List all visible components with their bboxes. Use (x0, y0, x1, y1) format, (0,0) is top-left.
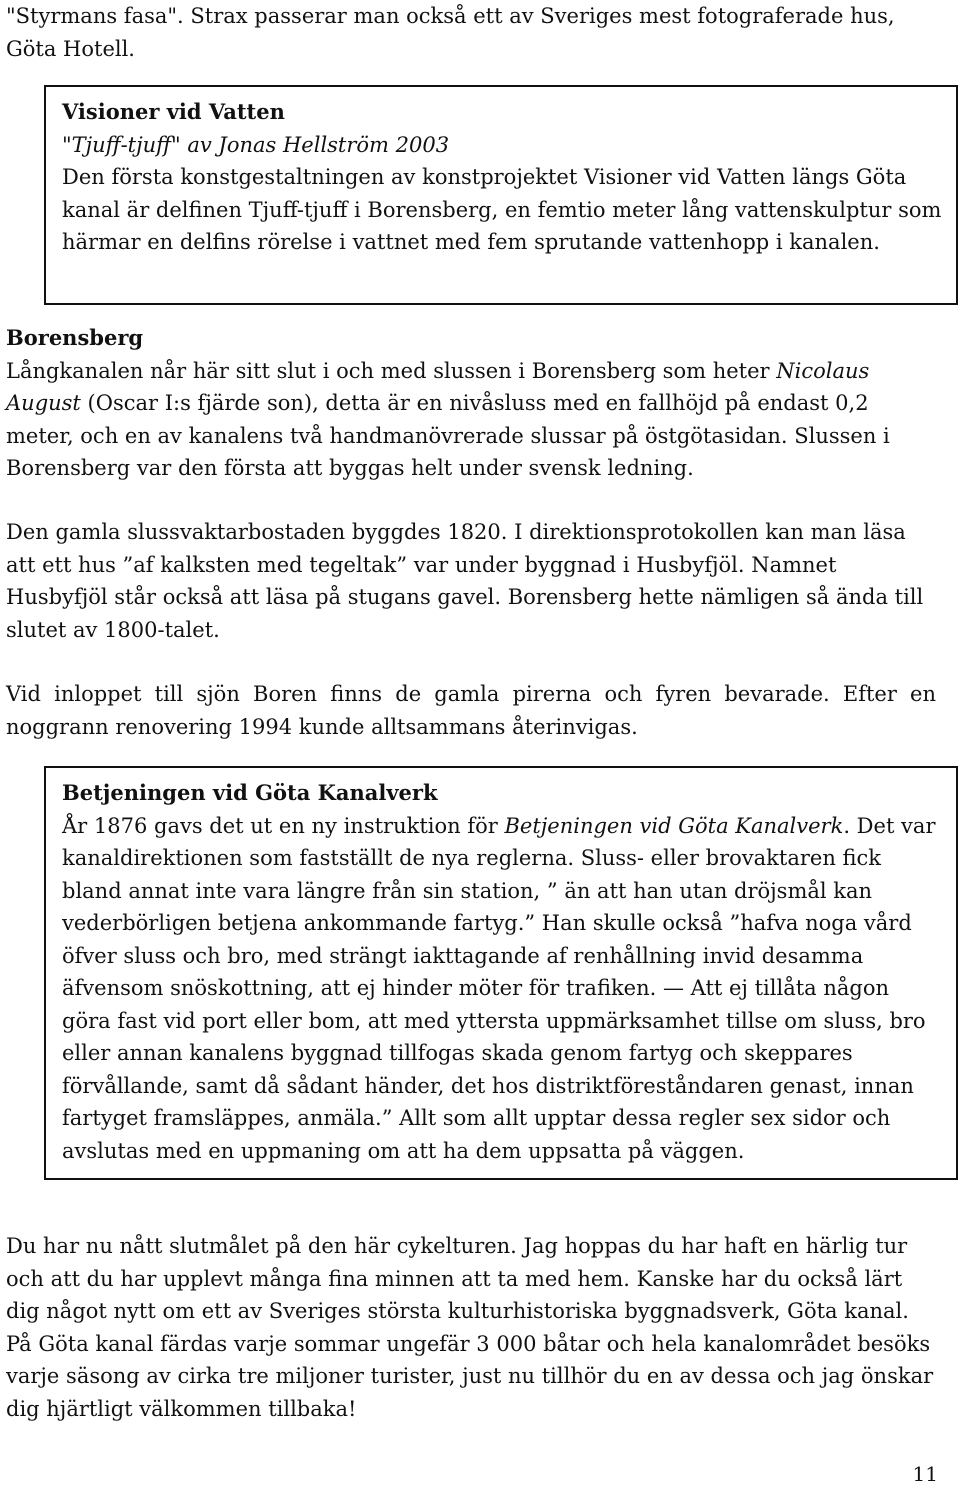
visioner-title: Visioner vid Vatten (62, 99, 285, 124)
borensberg-p1-b: (Oscar I:s fjärde son), detta är en nivåsluss med en fallhöjd på endast 0,2 meter, och en av kanalens två handmanövrerade slussar på östgötasidan. Slussen i Borensberg var den första att byggas helt under svensk ledning. (6, 391, 890, 480)
intro-line-2: Göta Hotell. (6, 36, 135, 61)
visioner-body: Den första konstgestaltningen av konstprojektet Visioner vid Vatten längs Göta kanal är delfinen Tjuff-tjuff i Borensberg, en femtio meter lång vattenskulptur som härmar en delfins rörelse i vattnet med fem sprutande vattenhopp i kanalen. (62, 165, 942, 254)
betjeningen-body-italic: Betjeningen vid Göta Kanalverk (504, 813, 844, 838)
borensberg-paragraph-2: Den gamla slussvaktarbostaden byggdes 1820. I direktionsprotokollen kan man läsa att ett hus ”af kalksten med tegeltak” var under byggnad i Husbyfjöl. Namnet Husbyfjöl står också att läsa på stugans gavel. Borensberg hette nämligen så ända till slutet av 1800-talet. (6, 520, 924, 642)
borensberg-paragraph-3: Vid inloppet till sjön Boren finns de gamla pirerna och fyren bevarade. Efter en noggrann renovering 1994 kunde alltsammans återinvigas. (6, 682, 936, 739)
visioner-box (44, 85, 958, 305)
borensberg-p1-a: Långkanalen når här sitt slut i och med slussen i Borensberg som heter (6, 358, 777, 383)
page-number: 11 (912, 1462, 938, 1486)
borensberg-heading: Borensberg (6, 325, 144, 350)
betjeningen-content (62, 777, 944, 1167)
betjeningen-box (44, 766, 958, 1180)
closing-paragraph: Du har nu nått slutmålet på den här cykelturen. Jag hoppas du har haft en härlig tur och att du har upplevt många fina minnen att ta med hem. Kanske har du också lärt dig något nytt om ett av Sveriges största kulturhistoriska byggnadsverk, Göta kanal. På Göta kanal färdas varje sommar ungefär 3 000 båtar och hela kanalområdet besöks varje säsong av cirka tre miljoner turister, just nu tillhör du en av dessa och jag önskar dig hjärtligt välkommen tillbaka! (6, 1234, 934, 1421)
betjeningen-title: Betjeningen vid Göta Kanalverk (62, 780, 438, 805)
borensberg-p1-italic: Nicolaus August (6, 358, 870, 415)
intro-line-1: "Styrmans fasa". Strax passerar man också ett av Sveriges mest fotograferade hus, (6, 4, 895, 28)
betjeningen-body-b: . Det var kanaldirektionen som fastställt de nya reglerna. Sluss- eller brovaktaren fick bland annat inte vara längre från sin station, ” än att han utan dröjsmål kan vederbörligen betjena ankommande fartyg.” Han skulle också ”hafva noga vård öfver sluss och bro, med strängt iakttagande af renhållning invid desamma äfvensom snöskottning, att ej hinder möter för trafiken. — Att ej tillåta någon göra fast vid port eller bom, att med yttersta uppmärksamhet tillse om sluss, bro eller annan kanalens byggnad tillfogas skada genom fartyg och skeppares förvållande, samt då sådant händer, det hos distriktföreståndaren genast, innan fartyget framsläppes, anmäla.” Allt som allt upptar dessa regler sex sidor och avslutas med en uppmaning om att ha dem uppsatta på väggen. (62, 813, 936, 1163)
intro-text (6, 0, 936, 65)
visioner-subtitle: "Tjuff-tjuff" av Jonas Hellström 2003 (62, 132, 450, 157)
borensberg-section (6, 322, 936, 485)
visioner-content (62, 96, 942, 259)
betjeningen-body-a: År 1876 gavs det ut en ny instruktion för (62, 813, 505, 838)
